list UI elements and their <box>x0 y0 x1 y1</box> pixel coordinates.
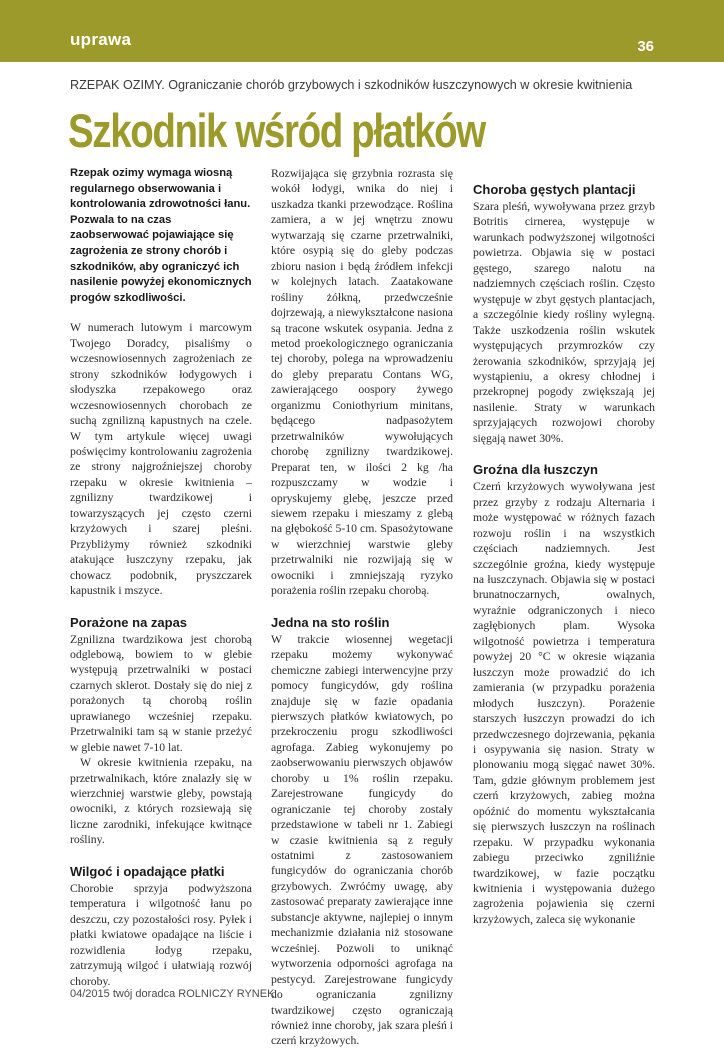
page-number: 36 <box>637 38 654 55</box>
paragraph-s3-1: W trakcie wiosennej wegetacji rzepaku możemy wykonywać chemiczne zabiegi interwencyjne przy pomocy fungicydów, gdy roślina znajduje się w fazie opadania pierwszych płatków kwiatowych, po przekroczeniu progu szkodliwości agrofaga. Zabieg wykonujemy po zaobserwowaniu pierwszych objawów choroby u 1% roślin rzepaku. Zarejestrowane fungicydy do ograniczanie tej choroby zostały przedstawione w tabeli nr 1. Zabiegi w czasie kwitnienia są z reguły ostatnimi z zastosowaniem fungicydów do ograniczania chorób grzybowych. Zwróćmy uwagę, aby zastosować preparaty zawierające inne substancje aktywne, najlepiej o innym mechanizmie działania niż stosowane wcześniej. Pozwoli to uniknąć wytworzenia odporności agrofaga na pestycyd. Zarejestrowane fungicydy do ograniczania zgnilizny twardzikowej często ograniczają również inne choroby, jak szara pleśń i czerń krzyżowych. <box>271 632 453 1048</box>
subheading-porazone: Porażone na zapas <box>70 614 188 630</box>
article-kicker: RZEPAK OZIMY. Ograniczanie chorób grzybowych i szkodników łuszczynowych w okresie kwitnienia <box>70 78 633 92</box>
article-lead: Rzepak ozimy wymaga wiosną regularnego obserwowania i kontrolowania zdrowotności łanu. Pozwala to na czas zaobserwować pojawiające się zagrożenia ze strony chorób i szkodników, aby ograniczyć ich nasilenie powyżej ekonomicznych progów szkodliwości. <box>70 167 252 304</box>
paragraph-s4-1: Szara pleśń, wywoływana przez grzyb Botritis cirnerea, występuje w warunkach podwyższonej wilgotności powietrza. Objawia się w postaci gęstego, szarego nalotu na nadziemnych częściach roślin. Często występuje w zbyt gęstych plantacjach, a szczególnie kiedy rośliny wylegną. Także uszkodzenia roślin wskutek występujących przymrozków czy żerowania szkodników, sprzyjają jej wystąpieniu, a okresy chłodnej i przekropnej pogody zwiększają jej nasilenie. Straty w warunkach sprzyjających rozwojowi choroby sięgają nawet 30%. <box>473 200 655 445</box>
column-2 <box>271 166 453 1048</box>
paragraph-s5-1: Czerń krzyżowych wywoływana jest przez grzyby z rodzaju Alternaria i może występować w różnych fazach rozwoju roślin i na wszystkich częściach nadziemnych. Jest szczególnie groźna, kiedy występuje na łuszczynach. Objawia się w postaci brunatnoczarnych, owalnych, wyraźnie odgraniczonych i nieco zagłębionych plam. Wysoka wilgotność powietrza i temperatura powyżej 20 °C w okresie wiązania łuszczyn może prowadzić do ich zamierania (w przypadku porażenia młodych łuszczyn). Porażenie starszych łuszczyn prowadzi do ich przedwczesnego dojrzewania, pękania i osypywania się nasion. Straty w plonowaniu mogą sięgać nawet 30%. Tam, gdzie głównym problemem jest czerń krzyżowych, zabieg można opóźnić do momentu wykształcania się pierwszych łuszczyn na roślinach rzepaku. W przypadku wykonania zabiegu przeciwko zgniliźnie twardzikowej, w fazie początku kwitnienia i występowania dużego zagrożenia pojawienia się czerni krzyżowych, zaleca się wykonanie <box>473 480 655 926</box>
paragraph-s1-2: W okresie kwitnienia rzepaku, na przetrwalnikach, które znalazły się w wierzchniej warstwie gleby, powstają owocniki, z których rozsiewają się liczne zarodniki, infekujące kwitnące rośliny. <box>70 756 252 847</box>
footer-issue: 04/2015 twój doradca ROLNICZY RYNEK <box>70 988 275 1000</box>
paragraph-s2-1: Chorobie sprzyja podwyższona temperatura i wilgotność łanu po deszczu, czy pozostałości rosy. Pyłek i płatki kwiatowe opadające na liście i rozwidlenia łodyg rzepaku, zatrzymują wilgoć i ułatwiają rozwój choroby. <box>70 881 252 988</box>
paragraph-intro: W numerach lutowym i marcowym Twojego Doradcy, pisaliśmy o wczesnowiosennych zagrożeniach ze strony szkodników łodygowych i słodyszka rzepakowego oraz wczesnowiosennych chorobach ze suchą zgnilizną kapustnych na czele. W tym artykule więcej uwagi poświęcimy kontrolowaniu zagrożenia ze strony najgroźniejszej choroby rzepaku w okresie kwitnienia – zgnilizny twardzikowej i towarzyszących jej często czerni krzyżowych i szarej pleśni. Przybliżymy również szkodniki atakujące łuszczyny rzepaku, jak chowacz podobnik, pryszczarek kapustnik i mszyce. <box>70 321 252 598</box>
column-1 <box>70 166 252 989</box>
subheading-grozna: Groźna dla łuszczyn <box>473 462 598 478</box>
subheading-wilgoc: Wilgoć i opadające płatki <box>70 863 225 879</box>
subheading-choroba-gestych: Choroba gęstych plantacji <box>473 182 636 197</box>
section-label: uprawa <box>70 30 132 49</box>
paragraph-s1-1: Zgnilizna twardzikowa jest chorobą odglebową, bowiem to w glebie występują przetrwalniki w postaci czarnych sklerot. Dostały się do niej z porażonych tą chorobą roślin uprawianego wcześniej rzepaku. Przetrwalniki tam są w stanie przeżyć w glebie nawet 7-10 lat. <box>70 632 252 754</box>
subheading-jedna-na-sto: Jedna na sto roślin <box>271 614 390 630</box>
column-3 <box>473 166 655 927</box>
article-title: Szkodnik wśród płatków <box>68 104 485 157</box>
paragraph-s2-2: Rozwijająca się grzybnia rozrasta się wokół łodygi, wnika do niej i uszkadza tkanki przewodzące. Roślina zamiera, a w jej wnętrzu znowu wytwarzają się czarne przetrwalniki, które osypią się do gleby podczas zbioru nasion i będą źródłem infekcji w kolejnych latach. Zaatakowane rośliny żółkną, przedwcześnie dojrzewają, a niewykształcone nasiona są tracone wskutek osypania. Jedna z metod proekologicznego ograniczania tej choroby, polega na wprowadzeniu do gleby preparatu Contans WG, zawierającego oospory żywego organizmu Coniothyrium minitans, będącego nadpasożytem przetrwalników wywołujących chorobę zgnilizny twardzikowej. Preparat ten, w ilości 2 kg /ha rozpuszczamy w wodzie i opryskujemy glebę, jeszcze przed siewem rzepaku i mieszamy z glebą na głębokość 5-10 cm. Spasożytowane w wierzchniej warstwie gleby przetrwalniki nie rozwijają się w owocniki i zmniejszają ryzyko porażenia roślin rzepaku chorobą. <box>271 167 453 598</box>
